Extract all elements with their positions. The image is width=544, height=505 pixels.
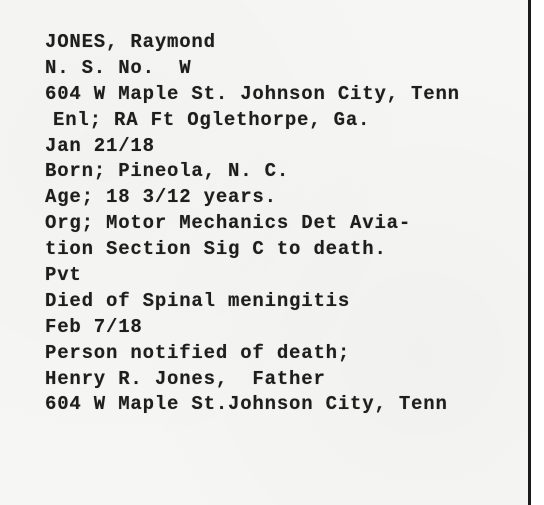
enlistment-line: Enl; RA Ft Oglethorpe, Ga. — [53, 108, 371, 131]
name-line: JONES, Raymond — [45, 31, 216, 53]
serial-number-line: N. S. No. W — [45, 56, 192, 79]
notified-address-line: 604 W Maple St.Johnson City, Tenn — [45, 393, 448, 416]
organization-line: Org; Motor Mechanics Det Avia- — [45, 212, 412, 235]
notification-line: Person notified of death; — [45, 341, 351, 364]
scan-margin — [531, 0, 544, 505]
organization-line-continued: tion Section Sig C to death. — [45, 238, 387, 261]
birthplace-line: Born; Pineola, N. C. — [45, 160, 290, 183]
age-line: Age; 18 3/12 years. — [45, 186, 277, 209]
rank-line: Pvt — [45, 264, 82, 287]
enlistment-date-line: Jan 21/18 — [45, 134, 155, 157]
cause-of-death-line: Died of Spinal meningitis — [45, 289, 351, 312]
record-text — [45, 30, 460, 418]
notified-person-line: Henry R. Jones, Father — [45, 367, 326, 390]
address-line: 604 W Maple St. Johnson City, Tenn — [45, 82, 460, 105]
death-date-line: Feb 7/18 — [45, 315, 143, 338]
